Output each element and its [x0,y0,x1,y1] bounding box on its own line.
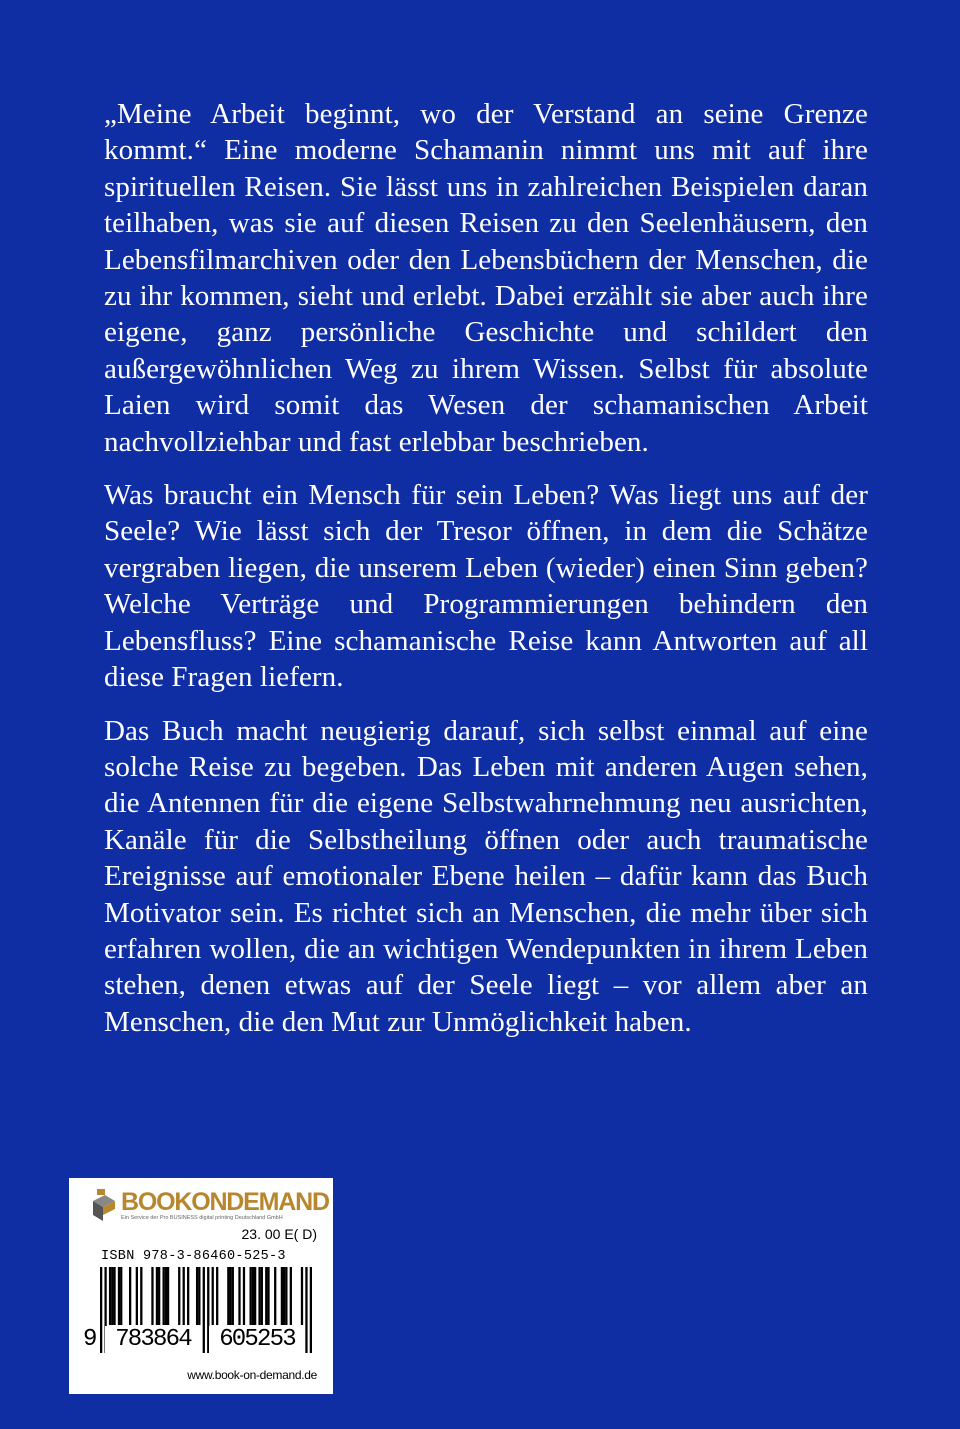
barcode-bar [261,1267,263,1325]
barcode-bar [156,1267,158,1325]
price-label: 23. 00 E( D) [241,1226,317,1242]
barcode-bar [254,1267,256,1325]
barcode-bar [212,1267,214,1325]
barcode-bar [229,1267,231,1325]
blurb-paragraph-1: „Meine Arbeit beginnt, wo der Verstand an seine Grenze kommt.“ Eine moderne Schamanin nimmt uns mit auf ihre spirituellen Reisen. Sie lässt uns in zahlreichen Beispielen daran teilhaben, was sie auf diesen Reisen zu den Seelenhäusern, den Lebensfilmarchiven oder den Lebensbüchern der Menschen, die zu ihr kommen, sieht und erlebt. Dabei erzählt sie aber auch ihre eigene, ganz persönliche Geschichte und schildert den außergewöhnlichen Weg zu ihrem Wissen. Selbst für absolute Laien wird somit das Wesen der schamanischen Arbeit nachvollziehbar und fast erlebbar beschrieben. [104,98,868,458]
barcode-bar [113,1267,115,1325]
barcode-bar [203,1267,205,1353]
barcode-bar [301,1267,303,1325]
barcode-bar [281,1267,283,1325]
barcode-bar [120,1267,122,1325]
barcode-bar [158,1267,160,1325]
barcode-bar [227,1267,229,1325]
barcode-bar [265,1267,267,1325]
ean-right-digits: 605253 [209,1326,305,1354]
barcode-bar [274,1267,276,1325]
barcode-bar [258,1267,260,1325]
barcode-bar [165,1267,167,1325]
ean-lead-digit: 9 [83,1326,98,1353]
barcode-bar [100,1267,102,1353]
logo-tagline: Ein Service der Pro BUSINESS digital printing Deutschland GmbH [121,1215,283,1221]
barcode-bar [187,1267,189,1325]
barcode-bar [162,1267,164,1325]
barcode-bar [305,1267,307,1353]
barcode-bar [178,1267,180,1325]
logo-mark-icon [91,1187,117,1223]
barcode-bar [183,1267,185,1325]
barcode-bar [129,1267,131,1325]
barcode-bar [232,1267,234,1325]
blurb-paragraph-3: Das Buch macht neugierig darauf, sich selbst einmal auf eine solche Reise zu begeben. Das Leben mit anderen Augen sehen, die Antennen für die eigene Selbstwahrnehmung neu ausrichten, Kanäle für die Selbstheilung öffnen oder auch traumatische Ereignisse auf emotionaler Ebene heilen – dafür kann das Buch Motivator sein. Es richtet sich an Menschen, die mehr über sich erfahren wollen, die an wichtigen Wendepunkten in ihrem Leben stehen, denen etwas auf der Seele liegt – vor allem aber an Menschen, die den Mut zur Unmöglichkeit haben. [104,714,868,1038]
barcode-bar [109,1267,111,1325]
barcode-bar [167,1267,169,1325]
publisher-url: www.book-on-demand.de [187,1368,317,1382]
barcode-label [69,1178,333,1394]
barcode-bar [136,1267,138,1325]
barcode-bar [285,1267,287,1325]
barcode-bar [252,1267,254,1325]
barcode-bar [198,1267,200,1325]
barcode-bar [310,1267,312,1353]
blurb-text [104,96,868,1057]
isbn-label: ISBN 978-3-86460-525-3 [101,1249,286,1264]
barcode-bar [196,1267,198,1325]
publisher-logo [91,1187,329,1223]
barcode-bar [283,1267,285,1325]
barcode-bar [243,1267,245,1325]
barcode-bar [267,1267,269,1325]
ean-left-digits: 783864 [105,1326,201,1354]
barcode-bar [290,1267,292,1325]
logo-wordmark: BOOKONDEMAND [121,1188,329,1216]
barcode-bar [111,1267,113,1325]
barcode-bar [238,1267,240,1325]
barcode-bar [250,1267,252,1325]
barcode-bar [118,1267,120,1325]
barcode-bar [140,1267,142,1325]
barcode-bar [151,1267,153,1325]
blurb-paragraph-2: Was braucht ein Mensch für sein Leben? Was liegt uns auf der Seele? Wie lässt sich der Tresor öffnen, in dem die Schätze vergraben liegen, die unserem Leben (wieder) einen Sinn geben? Welche Verträge und Programmierungen behindern den Lebensfluss? Eine schamanische Reise kann Antworten auf all diese Fragen liefern. [104,479,868,694]
barcode-bar [216,1267,218,1325]
